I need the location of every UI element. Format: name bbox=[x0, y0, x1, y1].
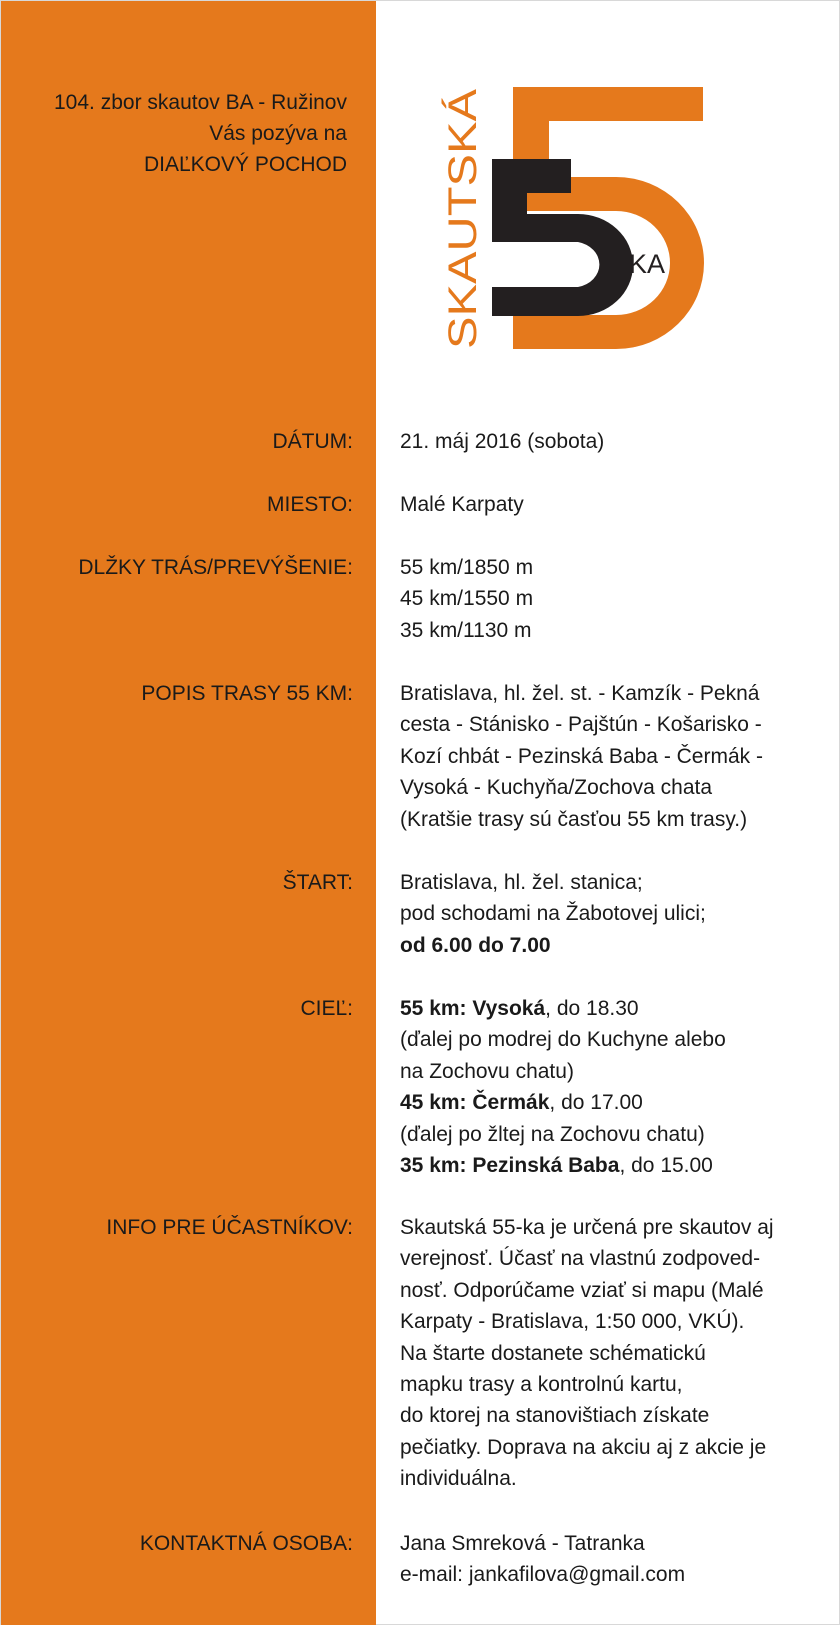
date-label: DÁTUM: bbox=[272, 430, 353, 453]
routes-label: DLŽKY TRÁS/PREVÝŠENIE: bbox=[78, 556, 353, 579]
info-value bbox=[400, 1212, 825, 1495]
info-line: pečiatky. Doprava na akciu aj z akcie je bbox=[400, 1435, 767, 1459]
finish-value bbox=[400, 993, 825, 1181]
contact-name: Jana Smreková - Tatranka bbox=[400, 1532, 645, 1555]
info-line: mapku trasy a kontrolnú kartu, bbox=[400, 1373, 683, 1397]
info-line: Skautská 55-ka je určená pre skautov aj bbox=[400, 1216, 774, 1239]
route-line: 45 km/1550 m bbox=[400, 587, 534, 611]
info-line: individuálna. bbox=[400, 1467, 517, 1491]
finish-55-note: (ďalej po modrej do Kuchyne alebo bbox=[400, 1028, 726, 1052]
route-line: 55 km/1850 m bbox=[400, 556, 534, 579]
invite-line: Vás pozýva na bbox=[209, 122, 347, 145]
description-line: Vysoká - Kuchyňa/Zochova chata bbox=[400, 776, 713, 800]
finish-55-name: 55 km: Vysoká bbox=[400, 997, 546, 1020]
finish-55-line bbox=[400, 993, 825, 1024]
start-line: Bratislava, hl. žel. stanica; bbox=[400, 871, 643, 894]
description-line: Bratislava, hl. žel. st. - Kamzík - Pekná bbox=[400, 682, 760, 705]
start-value bbox=[400, 867, 825, 961]
info-line: Na štarte dostanete schématickú bbox=[400, 1341, 706, 1365]
logo-ka-text: KA bbox=[629, 249, 666, 279]
skautska-55ka-logo bbox=[441, 87, 761, 349]
logo-vertical-text: SKAUTSKÁ bbox=[441, 135, 485, 349]
routes-value bbox=[400, 552, 825, 646]
finish-45-line bbox=[400, 1087, 825, 1118]
info-label: INFO PRE ÚČASTNÍKOV: bbox=[106, 1216, 353, 1239]
description-line: cesta - Stánisko - Pajštún - Košarisko - bbox=[400, 713, 762, 737]
contact-email[interactable]: e-mail: jankafilova@gmail.com bbox=[400, 1563, 686, 1587]
route-line: 35 km/1130 m bbox=[400, 618, 532, 642]
finish-45-time: , do 17.00 bbox=[549, 1091, 643, 1115]
event-type: DIAĽKOVÝ POCHOD bbox=[143, 153, 347, 176]
info-line: verejnosť. Účasť na vlastnú zodpoved- bbox=[400, 1247, 761, 1271]
place-label: MIESTO: bbox=[267, 493, 353, 516]
description-line: Kozí chbát - Pezinská Baba - Čermák - bbox=[400, 744, 763, 768]
place-value: Malé Karpaty bbox=[400, 493, 524, 516]
date-value: 21. máj 2016 (sobota) bbox=[400, 430, 605, 453]
start-label: ŠTART: bbox=[282, 871, 353, 894]
finish-45-name: 45 km: Čermák bbox=[400, 1091, 550, 1115]
info-line: Karpaty - Bratislava, 1:50 000, VKÚ). bbox=[400, 1310, 745, 1334]
route-description-value bbox=[400, 678, 825, 835]
finish-35-time: , do 15.00 bbox=[619, 1154, 713, 1178]
contact-value bbox=[400, 1528, 825, 1591]
finish-55-note: na Zochovu chatu) bbox=[400, 1059, 574, 1083]
organizer-line: 104. zbor skautov BA - Ružinov bbox=[54, 91, 347, 114]
contact-label: KONTAKTNÁ OSOBA: bbox=[139, 1532, 353, 1555]
start-time: od 6.00 do 7.00 bbox=[400, 933, 551, 957]
finish-35-line bbox=[400, 1150, 825, 1181]
invitation-block bbox=[54, 87, 347, 180]
orange-side-band bbox=[1, 1, 376, 1625]
start-line: pod schodami na Žabotovej ulici; bbox=[400, 902, 706, 926]
info-line: nosť. Odporúčame vziať si mapu (Malé bbox=[400, 1278, 764, 1302]
finish-35-name: 35 km: Pezinská Baba bbox=[400, 1154, 620, 1178]
finish-45-note: (ďalej po žltej na Zochovu chatu) bbox=[400, 1122, 705, 1146]
info-line: do ktorej na stanovištiach získate bbox=[400, 1404, 710, 1428]
finish-55-time: , do 18.30 bbox=[545, 997, 639, 1020]
description-line: (Kratšie trasy sú časťou 55 km trasy.) bbox=[400, 807, 748, 831]
route-description-label: POPIS TRASY 55 KM: bbox=[141, 682, 353, 705]
finish-label: CIEĽ: bbox=[300, 997, 353, 1020]
